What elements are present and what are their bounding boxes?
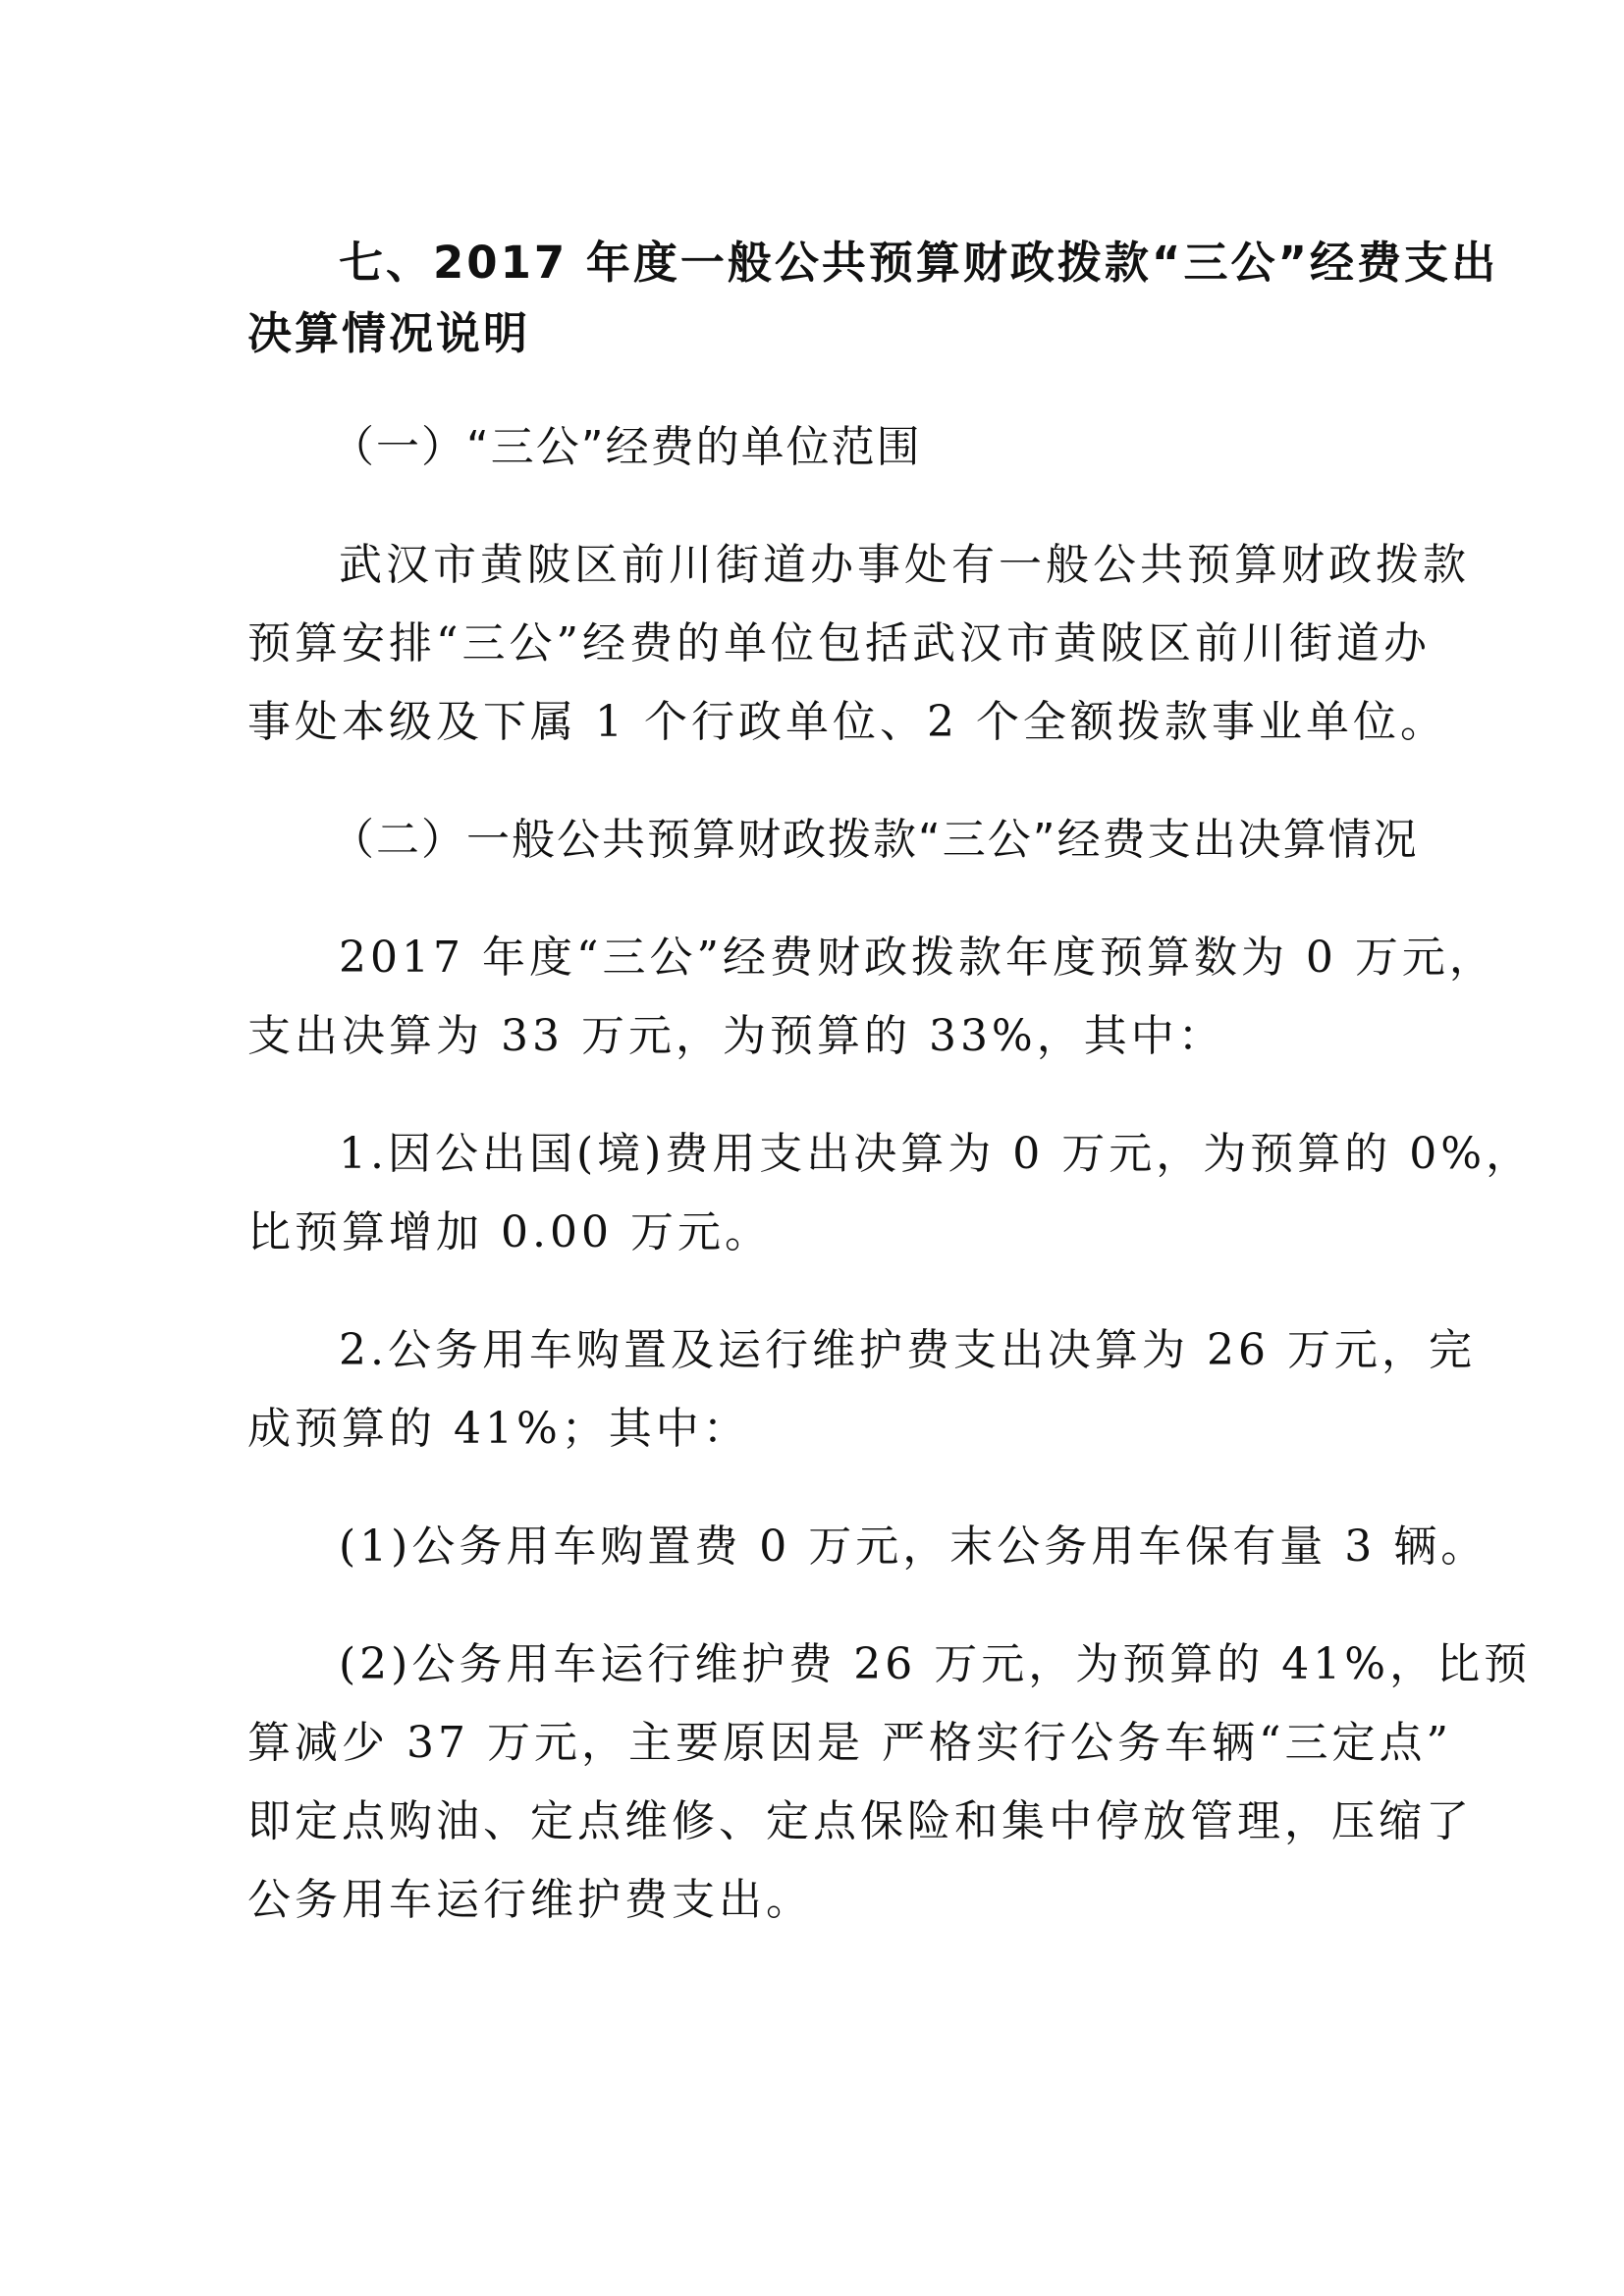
section-1-line-3: 事处本级及下属 1 个行政单位、2 个全额拨款事业单位。 (247, 697, 1447, 747)
summary-line-2: 支出决算为 33 万元，为预算的 33%，其中： (247, 1011, 1225, 1061)
heading-line-2: 决算情况说明 (247, 307, 531, 359)
heading-line-1: 七、2017 年度一般公共预算财政拨款“三公”经费支出 (339, 237, 1499, 289)
section-2-title: （二）一般公共预算财政拨款“三公”经费支出决算情况 (331, 815, 1419, 865)
item-1-line-1: 1.因公出国(境)费用支出决算为 0 万元，为预算的 0%， (339, 1129, 1534, 1179)
item-1-line-2: 比预算增加 0.00 万元。 (247, 1207, 772, 1257)
section-1-line-1: 武汉市黄陂区前川街道办事处有一般公共预算财政拨款 (339, 540, 1470, 590)
sub-item-2-line-4: 公务用车运行维护费支出。 (247, 1875, 813, 1925)
sub-item-2-line-3: 即定点购油、定点维修、定点保险和集中停放管理，压缩了 (247, 1796, 1473, 1846)
sub-item-2-line-2: 算减少 37 万元，主要原因是 严格实行公务车辆“三定点” (247, 1718, 1452, 1768)
section-1-title: （一）“三公”经费的单位范围 (331, 422, 922, 472)
item-2-line-1: 2.公务用车购置及运行维护费支出决算为 26 万元，完 (339, 1325, 1476, 1375)
sub-item-1-line: (1)公务用车购置费 0 万元，末公务用车保有量 3 辆。 (339, 1522, 1489, 1572)
summary-line-1: 2017 年度“三公”经费财政拨款年度预算数为 0 万元， (339, 933, 1496, 983)
sub-item-2-line-1: (2)公务用车运行维护费 26 万元，为预算的 41%，比预 (339, 1639, 1532, 1689)
section-1-line-2: 预算安排“三公”经费的单位包括武汉市黄陂区前川街道办 (247, 618, 1431, 668)
item-2-line-2: 成预算的 41%；其中： (247, 1404, 750, 1454)
